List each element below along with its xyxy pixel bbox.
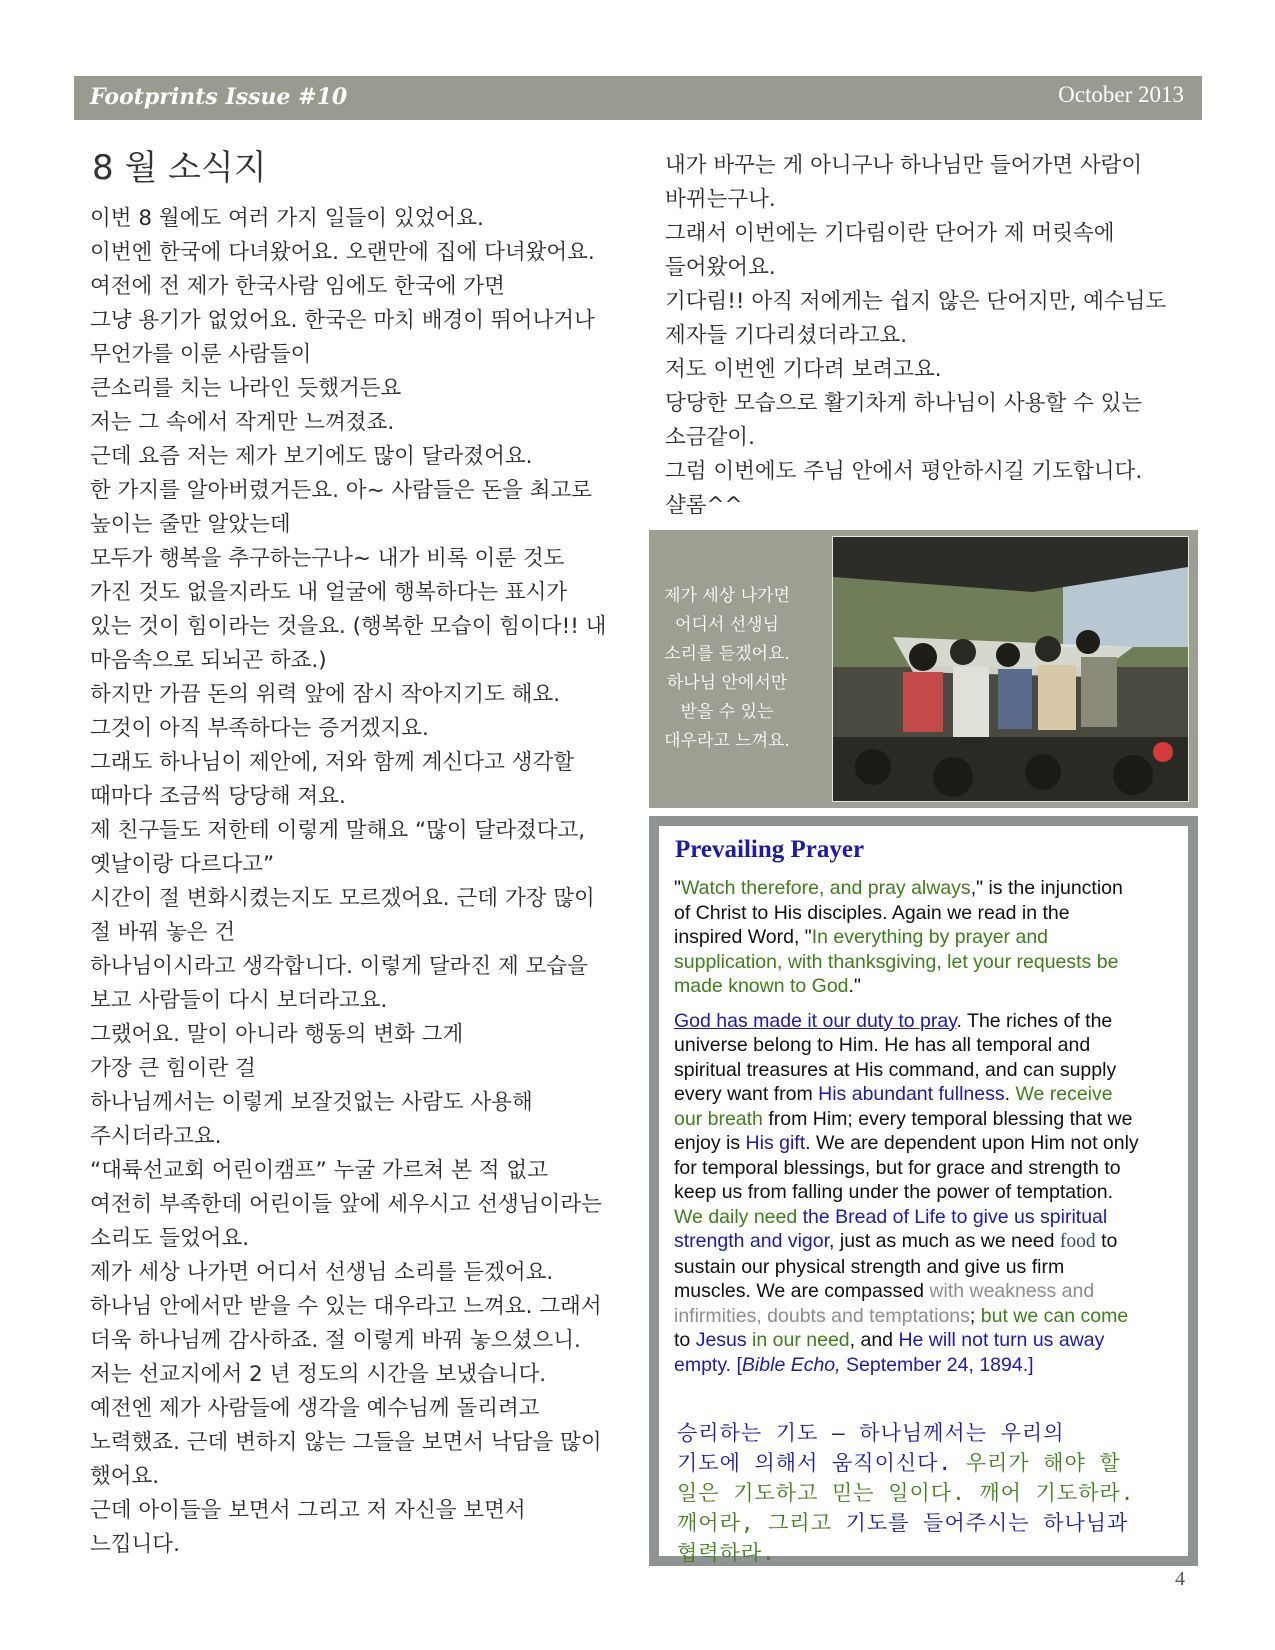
text-run: enjoy is xyxy=(674,1132,746,1154)
article-line: 하지만 가끔 돈의 위력 앞에 잠시 작아지기도 해요. xyxy=(90,682,561,707)
text-run: every want from xyxy=(674,1083,819,1105)
article-line: 높이는 줄만 알았는데 xyxy=(90,512,291,537)
article-line: 그냥 용기가 없었어요. 한국은 마치 배경이 뛰어나거나 xyxy=(90,308,595,333)
text-run: our breath xyxy=(674,1107,763,1130)
caption-line: 어디서 선생님 xyxy=(675,615,779,635)
text-run: 기도를 들어주시는 하나님과 xyxy=(845,1511,1129,1535)
duty-to-pray-link[interactable]: God has made it our duty to pray xyxy=(674,1009,957,1032)
article-line: 옛날이랑 다르다고” xyxy=(90,852,275,877)
text-run: ." xyxy=(848,975,861,997)
article-line: 그랬어요. 말이 아니라 행동의 변화 그게 xyxy=(90,1022,464,1047)
article-line: 했어요. xyxy=(90,1464,160,1489)
article-line: 예전엔 제가 사람들에 생각을 예수님께 돌리려고 xyxy=(90,1396,540,1421)
korean-line xyxy=(677,1508,1134,1538)
article-line: 여전히 부족한데 어린이들 앞에 세우시고 선생님이라는 xyxy=(90,1192,602,1217)
prayer-line: universe belong to Him. He has all temporal and xyxy=(674,1034,1091,1056)
text-run: made known to God xyxy=(674,975,849,997)
prayer-line xyxy=(674,1205,1179,1230)
text-run: to xyxy=(1095,1230,1118,1252)
article-line: 저는 선교지에서 2 년 정도의 시간을 보냈습니다. xyxy=(90,1362,547,1387)
article-line: 샬롬^^ xyxy=(665,493,743,518)
article-line: 제가 세상 나가면 어디서 선생님 소리를 듣겠어요. xyxy=(90,1260,554,1285)
text-run: , and xyxy=(849,1329,899,1351)
article-line: 이번 8 월에도 여러 가지 일들이 있었어요. xyxy=(90,206,484,231)
article-line: 마음속으로 되뇌곤 하죠.) xyxy=(90,648,327,673)
caption-line: 제가 세상 나가면 xyxy=(664,586,790,606)
caption-line: 대우라고 느껴요. xyxy=(664,731,790,751)
text-run: 우리가 해야 할 xyxy=(952,1451,1121,1475)
article-line: 저도 이번엔 기다려 보려고요. xyxy=(665,357,942,382)
text-run: , just as much as we need xyxy=(829,1230,1060,1252)
text-run: September 24, 1894.] xyxy=(840,1353,1034,1376)
text-run: His gift xyxy=(745,1132,806,1154)
article-line: 내가 바꾸는 게 아니구나 하나님만 들어가면 사람이 xyxy=(665,153,1143,178)
article-line: 가진 것도 없을지라도 내 얼굴에 행복하다는 표시가 xyxy=(90,580,568,605)
article-line: 하나님이시라고 생각합니다. 이렇게 달라진 제 모습을 xyxy=(90,954,588,979)
prayer-line xyxy=(674,974,1179,999)
article-line: 더욱 하나님께 감사하죠. 절 이렇게 바꿔 놓으셨으니. xyxy=(90,1328,581,1353)
prayer-body xyxy=(674,876,1179,1377)
prayer-line xyxy=(674,1009,1179,1034)
prayer-line xyxy=(674,925,1179,950)
text-run: Bible Echo, xyxy=(741,1353,841,1376)
text-run: empty. [ xyxy=(674,1353,742,1376)
prayer-line xyxy=(674,1131,1179,1156)
caption-line: 소리를 듣겠어요. xyxy=(664,644,790,664)
text-run: His abundant fullness xyxy=(818,1083,1005,1105)
article-line: 제 친구들도 저한테 이렇게 말해요 “많이 달라졌다고, xyxy=(90,818,586,843)
text-run: . We are dependent upon Him not only xyxy=(805,1132,1139,1154)
article-line: 하나님 안에서만 받을 수 있는 대우라고 느껴요. 그래서 xyxy=(90,1294,602,1319)
prayer-line xyxy=(674,1279,1179,1304)
article-line: 그럼 이번에도 주님 안에서 평안하시길 기도합니다. xyxy=(665,459,1143,484)
text-run: " xyxy=(674,877,681,899)
text-run: muscles. We are compassed xyxy=(674,1280,930,1302)
prayer-line: of Christ to His disciples. Again we read in the xyxy=(674,901,1070,924)
text-run: ; xyxy=(969,1304,981,1327)
article-line: 모두가 행복을 추구하는구나~ 내가 비록 이룬 것도 xyxy=(90,546,565,571)
prayer-line: keep us from falling under the power of temptation. xyxy=(674,1181,1113,1203)
caption-line: 받을 수 있는 xyxy=(680,702,774,722)
korean-line: 일은 기도하고 믿는 일이다. 깨어 기도하라. xyxy=(677,1481,1135,1505)
article-title: 8 월 소식지 xyxy=(92,148,267,188)
article-line: 가장 큰 힘이란 걸 xyxy=(90,1056,256,1081)
text-run: . The riches of the xyxy=(956,1009,1113,1032)
article-line: 보고 사람들이 다시 보더라고요. xyxy=(90,988,388,1013)
article-line: 느낍니다. xyxy=(90,1532,180,1557)
caption-line: 하나님 안에서만 xyxy=(666,673,788,693)
article-line: 기다림!! 아직 저에게는 쉽지 않은 단어지만, 예수님도 xyxy=(665,289,1167,314)
article-line: 그래도 하나님이 제안에, 저와 함께 계신다고 생각할 xyxy=(90,750,574,775)
korean-line: 협력하라. xyxy=(677,1541,776,1565)
header-bar xyxy=(74,76,1202,120)
text-run: the Bread of Life to give us spiritual xyxy=(802,1205,1108,1228)
text-run: but we can come xyxy=(980,1304,1129,1327)
article-line: 때마다 조금씩 당당해 져요. xyxy=(90,784,346,809)
article-line: 제자들 기다리셨더라고요. xyxy=(665,323,908,348)
text-run: We receive xyxy=(1015,1083,1113,1105)
photo-caption xyxy=(663,582,791,756)
article-line: 주시더라고요. xyxy=(90,1124,222,1149)
issue-date: October 2013 xyxy=(1058,82,1184,107)
prayer-line: supplication, with thanksgiving, let your requests be xyxy=(674,950,1119,973)
text-run: We daily need xyxy=(674,1205,803,1228)
prayer-line xyxy=(674,1229,1179,1255)
article-line: 근데 요즘 저는 제가 보기에도 많이 달라졌어요. xyxy=(90,444,533,469)
article-line: 소금같이. xyxy=(665,425,755,450)
korean-line: 승리하는 기도 – 하나님께서는 우리의 xyxy=(677,1421,1065,1445)
prayer-line xyxy=(674,876,1179,901)
text-run: 깨어라, 그리고 xyxy=(677,1511,846,1535)
article-line: 이번엔 한국에 다녀왔어요. 오랜만에 집에 다녀왔어요. xyxy=(90,240,595,265)
article-line: 큰소리를 치는 나라인 듯했거든요 xyxy=(90,376,402,401)
text-run: food xyxy=(1059,1231,1096,1252)
article-line: 바뀌는구나. xyxy=(665,187,776,212)
text-run: from Him; every temporal blessing that we xyxy=(762,1107,1133,1130)
article-line: 그것이 아직 부족하다는 증거겠지요. xyxy=(90,716,429,741)
prayer-line xyxy=(674,1304,1179,1329)
prayer-line: spiritual treasures at His command, and can supply xyxy=(674,1058,1117,1081)
page-number: 4 xyxy=(1175,1568,1185,1590)
prayer-line: for temporal blessings, but for grace and strength to xyxy=(674,1156,1121,1179)
prayer-korean-summary xyxy=(677,1418,1134,1568)
camp-photo xyxy=(832,536,1189,802)
prayer-panel xyxy=(649,816,1198,1566)
article-line: 한 가지를 알아버렸거든요. 아~ 사람들은 돈을 최고로 xyxy=(90,478,593,503)
prayer-panel-inner xyxy=(659,826,1188,1565)
text-run: in our need xyxy=(746,1329,850,1351)
article-line: 있는 것이 힘이라는 것을요. (행복한 모습이 힘이다!! 내 xyxy=(90,614,607,639)
korean-line xyxy=(677,1448,1134,1478)
prayer-line xyxy=(674,1082,1179,1107)
article-line: 들어왔어요. xyxy=(665,255,776,280)
prayer-line xyxy=(674,1107,1179,1132)
prayer-title: Prevailing Prayer xyxy=(675,836,865,863)
text-run: inspired Word, " xyxy=(674,926,812,948)
text-run: . xyxy=(1004,1083,1016,1105)
article-line: 저는 그 속에서 작게만 느껴졌죠. xyxy=(90,410,395,435)
article-line: “대륙선교회 어린이캠프” 누굴 가르쳐 본 적 없고 xyxy=(90,1158,548,1183)
prayer-line xyxy=(674,1353,1179,1378)
article-right-column xyxy=(665,149,1166,523)
article-line: 시간이 절 변화시켰는지도 모르겠어요. 근데 가장 많이 xyxy=(90,886,595,911)
article-line: 근데 아이들을 보면서 그리고 저 자신을 보면서 xyxy=(90,1498,526,1523)
text-run: He will not turn us away xyxy=(898,1329,1105,1351)
article-line: 소리도 들었어요. xyxy=(90,1226,250,1251)
text-run: Jesus xyxy=(695,1329,747,1351)
article-line: 하나님께서는 이렇게 보잘것없는 사람도 사용해 xyxy=(90,1090,533,1115)
text-run: strength and vigor xyxy=(674,1230,830,1252)
text-run: infirmities, doubts and temptations xyxy=(674,1304,970,1327)
article-line: 무언가를 이룬 사람들이 xyxy=(90,342,312,367)
article-line: 노력했죠. 근데 변하지 않는 그들을 보면서 낙담을 많이 xyxy=(90,1430,602,1455)
article-line: 그래서 이번에는 기다림이란 단어가 제 머릿속에 xyxy=(665,221,1115,246)
text-run: with weakness and xyxy=(929,1280,1095,1302)
article-line: 당당한 모습으로 활기차게 하나님이 사용할 수 있는 xyxy=(665,391,1143,416)
text-run: In everything by prayer and xyxy=(811,926,1049,948)
photo-panel xyxy=(649,530,1198,808)
article-line: 절 바꿔 놓은 건 xyxy=(90,920,236,945)
text-run: to xyxy=(674,1329,696,1351)
text-run: ," is the injunction xyxy=(970,877,1123,899)
prayer-line xyxy=(674,1328,1179,1353)
text-run: 기도에 의해서 움직이신다. xyxy=(677,1451,953,1475)
prayer-line: sustain our physical strength and give us firm xyxy=(674,1255,1065,1278)
text-run: Watch therefore, and pray always xyxy=(680,877,971,899)
article-left-column xyxy=(90,202,606,1562)
newsletter-title: Footprints Issue #10 xyxy=(90,84,348,110)
article-line: 여전에 전 제가 한국사람 임에도 한국에 가면 xyxy=(90,274,505,299)
